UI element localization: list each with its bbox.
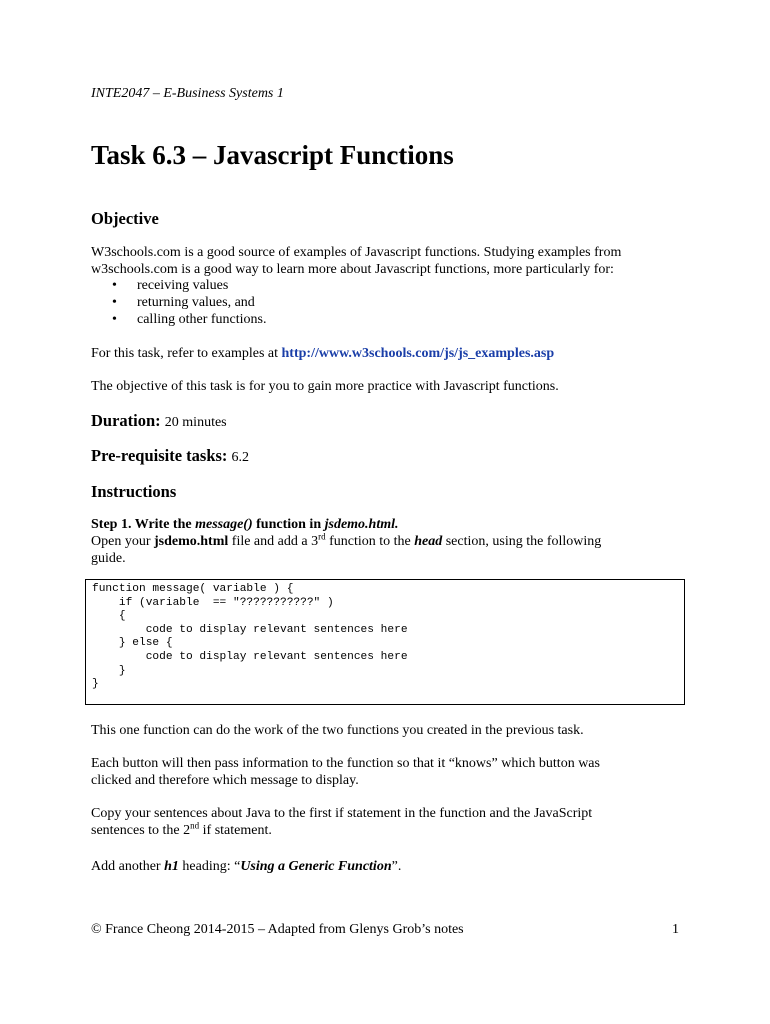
footer-copyright: © France Cheong 2014-2015 – Adapted from Glenys Grob’s notes [91, 922, 464, 937]
paragraph-copy-sentences [91, 805, 592, 839]
generic-function-heading-text: Using a Generic Function [240, 859, 392, 874]
paragraph-text: Add another [91, 859, 165, 874]
refer-text: For this task, refer to examples at [91, 346, 282, 361]
duration-line [91, 411, 227, 431]
bullet-item: • calling other functions. [112, 311, 266, 328]
paragraph-line [91, 822, 592, 839]
h1-keyword: h1 [164, 859, 179, 874]
step-1-text: section, using the following [442, 534, 602, 549]
head-keyword: head [414, 534, 443, 549]
paragraph-add-heading [91, 858, 401, 875]
prerequisite-label: Pre-requisite tasks: [91, 446, 228, 465]
objective-line-1: W3schools.com is a good source of examples of Javascript functions. Studying examples from [91, 245, 622, 260]
page-title: Task 6.3 – Javascript Functions [91, 140, 454, 170]
paragraph-line: clicked and therefore which message to display. [91, 773, 359, 788]
objective-heading: Objective [91, 209, 159, 228]
paragraph-text: if statement. [199, 823, 272, 838]
superscript-nd: nd [190, 820, 200, 831]
code-snippet-box: function message( variable ) { if (variable == "???????????" ) { code to display relevant sentences here } else { code to display relevant sentences here } } [85, 579, 685, 705]
duration-value: 20 minutes [164, 415, 227, 430]
instruction-step-1 [91, 516, 601, 567]
document-header: INTE2047 – E-Business Systems 1 [91, 86, 284, 101]
step-1-instruction-line-1 [91, 533, 601, 550]
step-1-text: function in [252, 517, 325, 532]
page-number: 1 [672, 922, 679, 937]
bullet-item: • receiving values [112, 277, 266, 294]
refer-paragraph [91, 345, 554, 362]
prerequisite-value: 6.2 [231, 450, 250, 465]
step-1-function-name: message() [195, 517, 253, 532]
step-1-text: Open your [91, 534, 154, 549]
paragraph-text: heading: “ [178, 859, 241, 874]
step-1-title [91, 516, 601, 533]
prerequisite-line [91, 446, 249, 466]
objective-bullet-list [112, 277, 266, 328]
paragraph-text: ”. [391, 859, 402, 874]
paragraph-text: sentences to the 2 [91, 823, 191, 838]
objective-paragraph [91, 244, 621, 278]
step-1-file-name: jsdemo.html. [324, 517, 399, 532]
instructions-heading: Instructions [91, 482, 177, 501]
duration-label: Duration: [91, 411, 161, 430]
paragraph-button-info [91, 755, 600, 789]
objective-goal: The objective of this task is for you to gain more practice with Javascript functions. [91, 379, 559, 394]
objective-line-2: w3schools.com is a good way to learn more about Javascript functions, more particularly for: [91, 262, 614, 277]
paragraph-line: Each button will then pass information to the function so that it “knows” which button was [91, 756, 600, 771]
step-1-instruction-line-2: guide. [91, 551, 126, 566]
bullet-item: • returning values, and [112, 294, 266, 311]
superscript-rd: rd [318, 531, 326, 542]
step-1-file-bold: jsdemo.html [154, 534, 229, 549]
step-1-text: Step 1. Write the [91, 517, 196, 532]
paragraph-one-function: This one function can do the work of the two functions you created in the previous task. [91, 723, 584, 738]
step-1-text: file and add a 3 [228, 534, 319, 549]
paragraph-line: Copy your sentences about Java to the first if statement in the function and the JavaScript [91, 806, 593, 821]
w3schools-examples-link[interactable]: http://www.w3schools.com/js/js_examples.asp [281, 346, 555, 361]
step-1-text: function to the [325, 534, 415, 549]
